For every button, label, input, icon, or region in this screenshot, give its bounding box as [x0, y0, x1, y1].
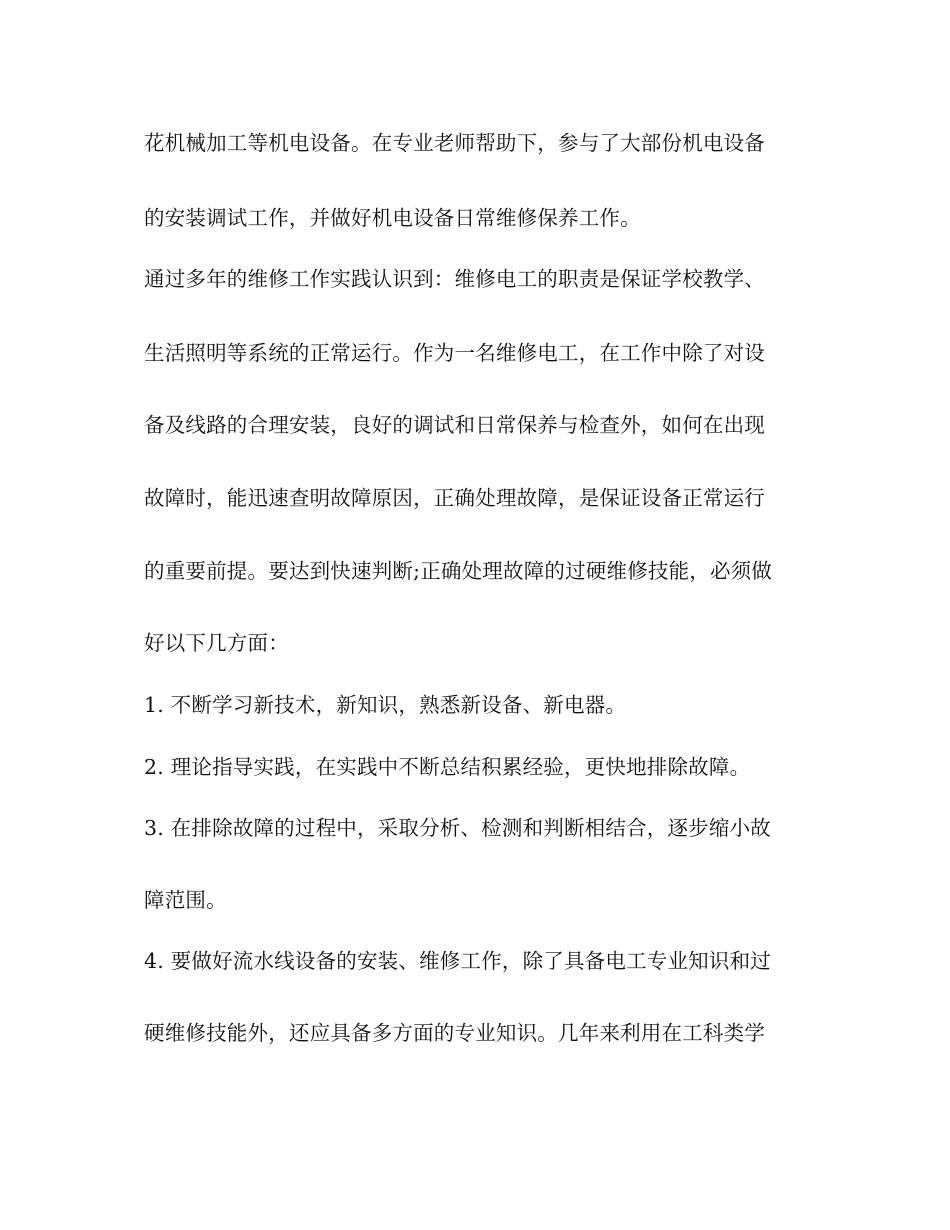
- text-line: 障范围。: [144, 888, 227, 912]
- list-item: 3. 在排除故障的过程中，采取分析、检测和判断相结合，逐步缩小故: [144, 816, 771, 840]
- list-item: 4. 要做好流水线设备的安装、维修工作，除了具备电工专业知识和过: [144, 949, 771, 973]
- list-item: 2. 理论指导实践，在实践中不断总结积累经验，更快地排除故障。: [144, 755, 751, 779]
- text-line: 硬维修技能外，还应具备多方面的专业知识。几年来利用在工科类学: [144, 1021, 765, 1045]
- text-line: 生活照明等系统的正常运行。作为一名维修电工，在工作中除了对设: [144, 341, 765, 365]
- text-line: 好以下几方面：: [144, 631, 289, 655]
- text-line: 备及线路的合理安装，良好的调试和日常保养与检查外，如何在出现: [144, 413, 765, 437]
- text-line: 花机械加工等机电设备。在专业老师帮助下，参与了大部份机电设备: [144, 131, 765, 155]
- text-line: 的安装调试工作，并做好机电设备日常维修保养工作。: [144, 206, 641, 230]
- text-line: 的重要前提。要达到快速判断;正确处理故障的过硬维修技能，必须做: [144, 559, 773, 583]
- list-item: 1. 不断学习新技术，新知识，熟悉新设备、新电器。: [144, 693, 627, 717]
- text-line: 故障时，能迅速查明故障原因，正确处理故障，是保证设备正常运行: [144, 486, 765, 510]
- text-line: 通过多年的维修工作实践认识到：维修电工的职责是保证学校教学、: [144, 267, 765, 291]
